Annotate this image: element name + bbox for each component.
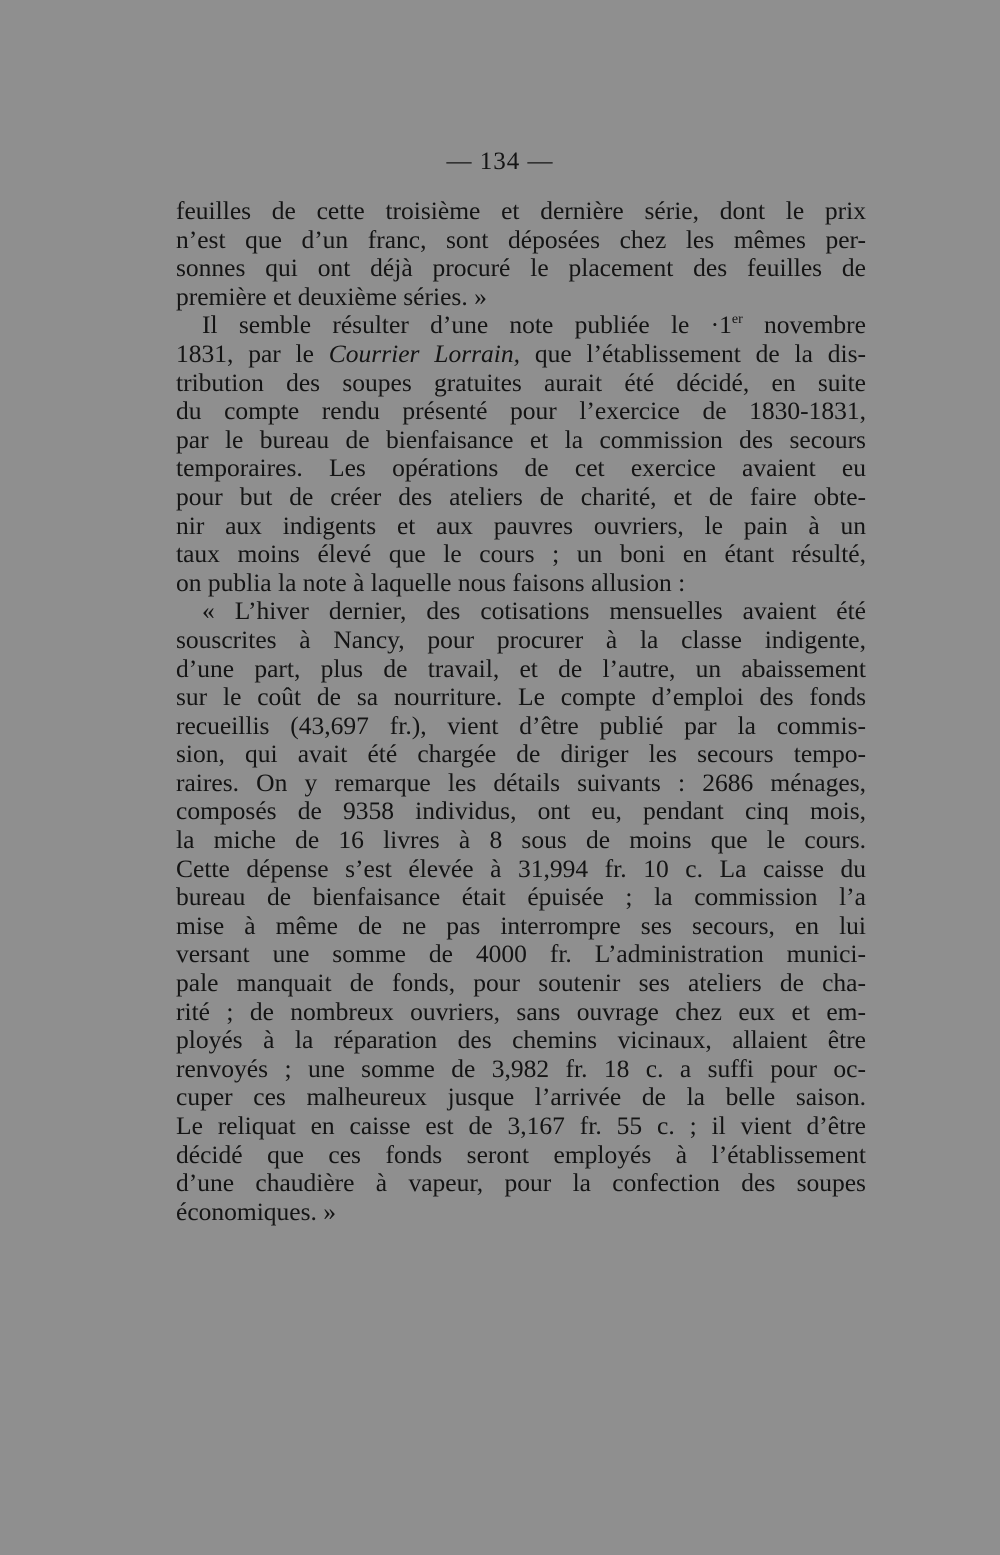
text-line: renvoyés ; une somme de 3,982 fr. 18 c. a suffi pour oc- xyxy=(176,1053,866,1083)
text-line xyxy=(176,311,866,340)
text-line: Le reliquat en caisse est de 3,167 fr. 55 c. ; il vient d’être xyxy=(176,1111,866,1140)
text-line: d’une part, plus de travail, et de l’autre, un abaissement xyxy=(176,653,866,683)
text-line: du compte rendu présenté pour l’exercice de 1830-1831, xyxy=(176,396,866,426)
text-line: par le bureau de bienfaisance et la commission des secours xyxy=(176,424,866,454)
text-line: sion, qui avait été chargée de diriger les secours tempo- xyxy=(176,739,866,769)
text-line: bureau de bienfaisance était épuisée ; la commission l’a xyxy=(176,882,866,912)
body-text xyxy=(176,197,866,1226)
text-line: on publia la note à laquelle nous faisons allusion : xyxy=(176,567,686,597)
text-line: composés de 9358 individus, ont eu, pendant cinq mois, xyxy=(176,796,866,826)
text-line: la miche de 16 livres à 8 sous de moins que le cours. xyxy=(176,825,866,855)
text-line: économiques. » xyxy=(176,1196,337,1226)
text-line: Cette dépense s’est élevée à 31,994 fr. 10 c. La caisse du xyxy=(176,853,866,883)
text-line: « L’hiver dernier, des cotisations mensuelles avaient été xyxy=(202,596,866,626)
text-line: première et deuxième séries. » xyxy=(176,281,487,311)
text-line: rité ; de nombreux ouvriers, sans ouvrage chez eux et em- xyxy=(176,996,866,1026)
text-line: versant une somme de 4000 fr. L’administration munici- xyxy=(176,939,866,969)
newspaper-title: Courrier Lorrain, xyxy=(328,338,521,368)
text-line: souscrites à Nancy, pour procurer à la classe indigente, xyxy=(176,624,866,654)
text-line: feuilles de cette troisième et dernière série, dont le prix xyxy=(176,196,866,225)
text-line: d’une chaudière à vapeur, pour la confection des soupes xyxy=(176,1168,866,1198)
text-line: n’est que d’un franc, sont déposées chez les mêmes per- xyxy=(176,224,866,254)
text-line: pale manquait de fonds, pour soutenir ses ateliers de cha- xyxy=(176,968,866,998)
text-line: ployés à la réparation des chemins vicinaux, allaient être xyxy=(176,1025,866,1055)
text-line: recueillis (43,697 fr.), vient d’être publié par la commis- xyxy=(176,710,866,740)
text-line: sur le coût de sa nourriture. Le compte d’emploi des fonds xyxy=(176,682,866,712)
text-line: sonnes qui ont déjà procuré le placement des feuilles de xyxy=(176,253,866,283)
text-line: décidé que ces fonds seront employés à l’établissement xyxy=(176,1139,866,1169)
text-line xyxy=(176,340,866,369)
text-fragment: Il semble résulter d’une note publiée le ·1 xyxy=(202,310,732,340)
page-number: — 134 — xyxy=(446,148,554,175)
text-line: temporaires. Les opérations de cet exercice avaient eu xyxy=(176,453,866,483)
text-line: taux moins élevé que le cours ; un boni en étant résulté, xyxy=(176,539,866,569)
text-line: nir aux indigents et aux pauvres ouvriers, le pain à un xyxy=(176,510,866,540)
text-line: pour but de créer des ateliers de charité, et de faire obte- xyxy=(176,481,866,511)
text-line: cuper ces malheureux jusque l’arrivée de la belle saison. xyxy=(176,1082,866,1112)
text-line: raires. On y remarque les détails suivants : 2686 ménages, xyxy=(176,767,866,797)
text-fragment: novembre xyxy=(742,310,866,340)
text-line: mise à même de ne pas interrompre ses secours, en lui xyxy=(176,910,866,940)
text-fragment: 1831, par le xyxy=(176,338,329,368)
text-line: tribution des soupes gratuites aurait été décidé, en suite xyxy=(176,367,866,397)
superscript: er xyxy=(731,312,743,328)
text-fragment: que l’établissement de la dis- xyxy=(520,338,866,368)
